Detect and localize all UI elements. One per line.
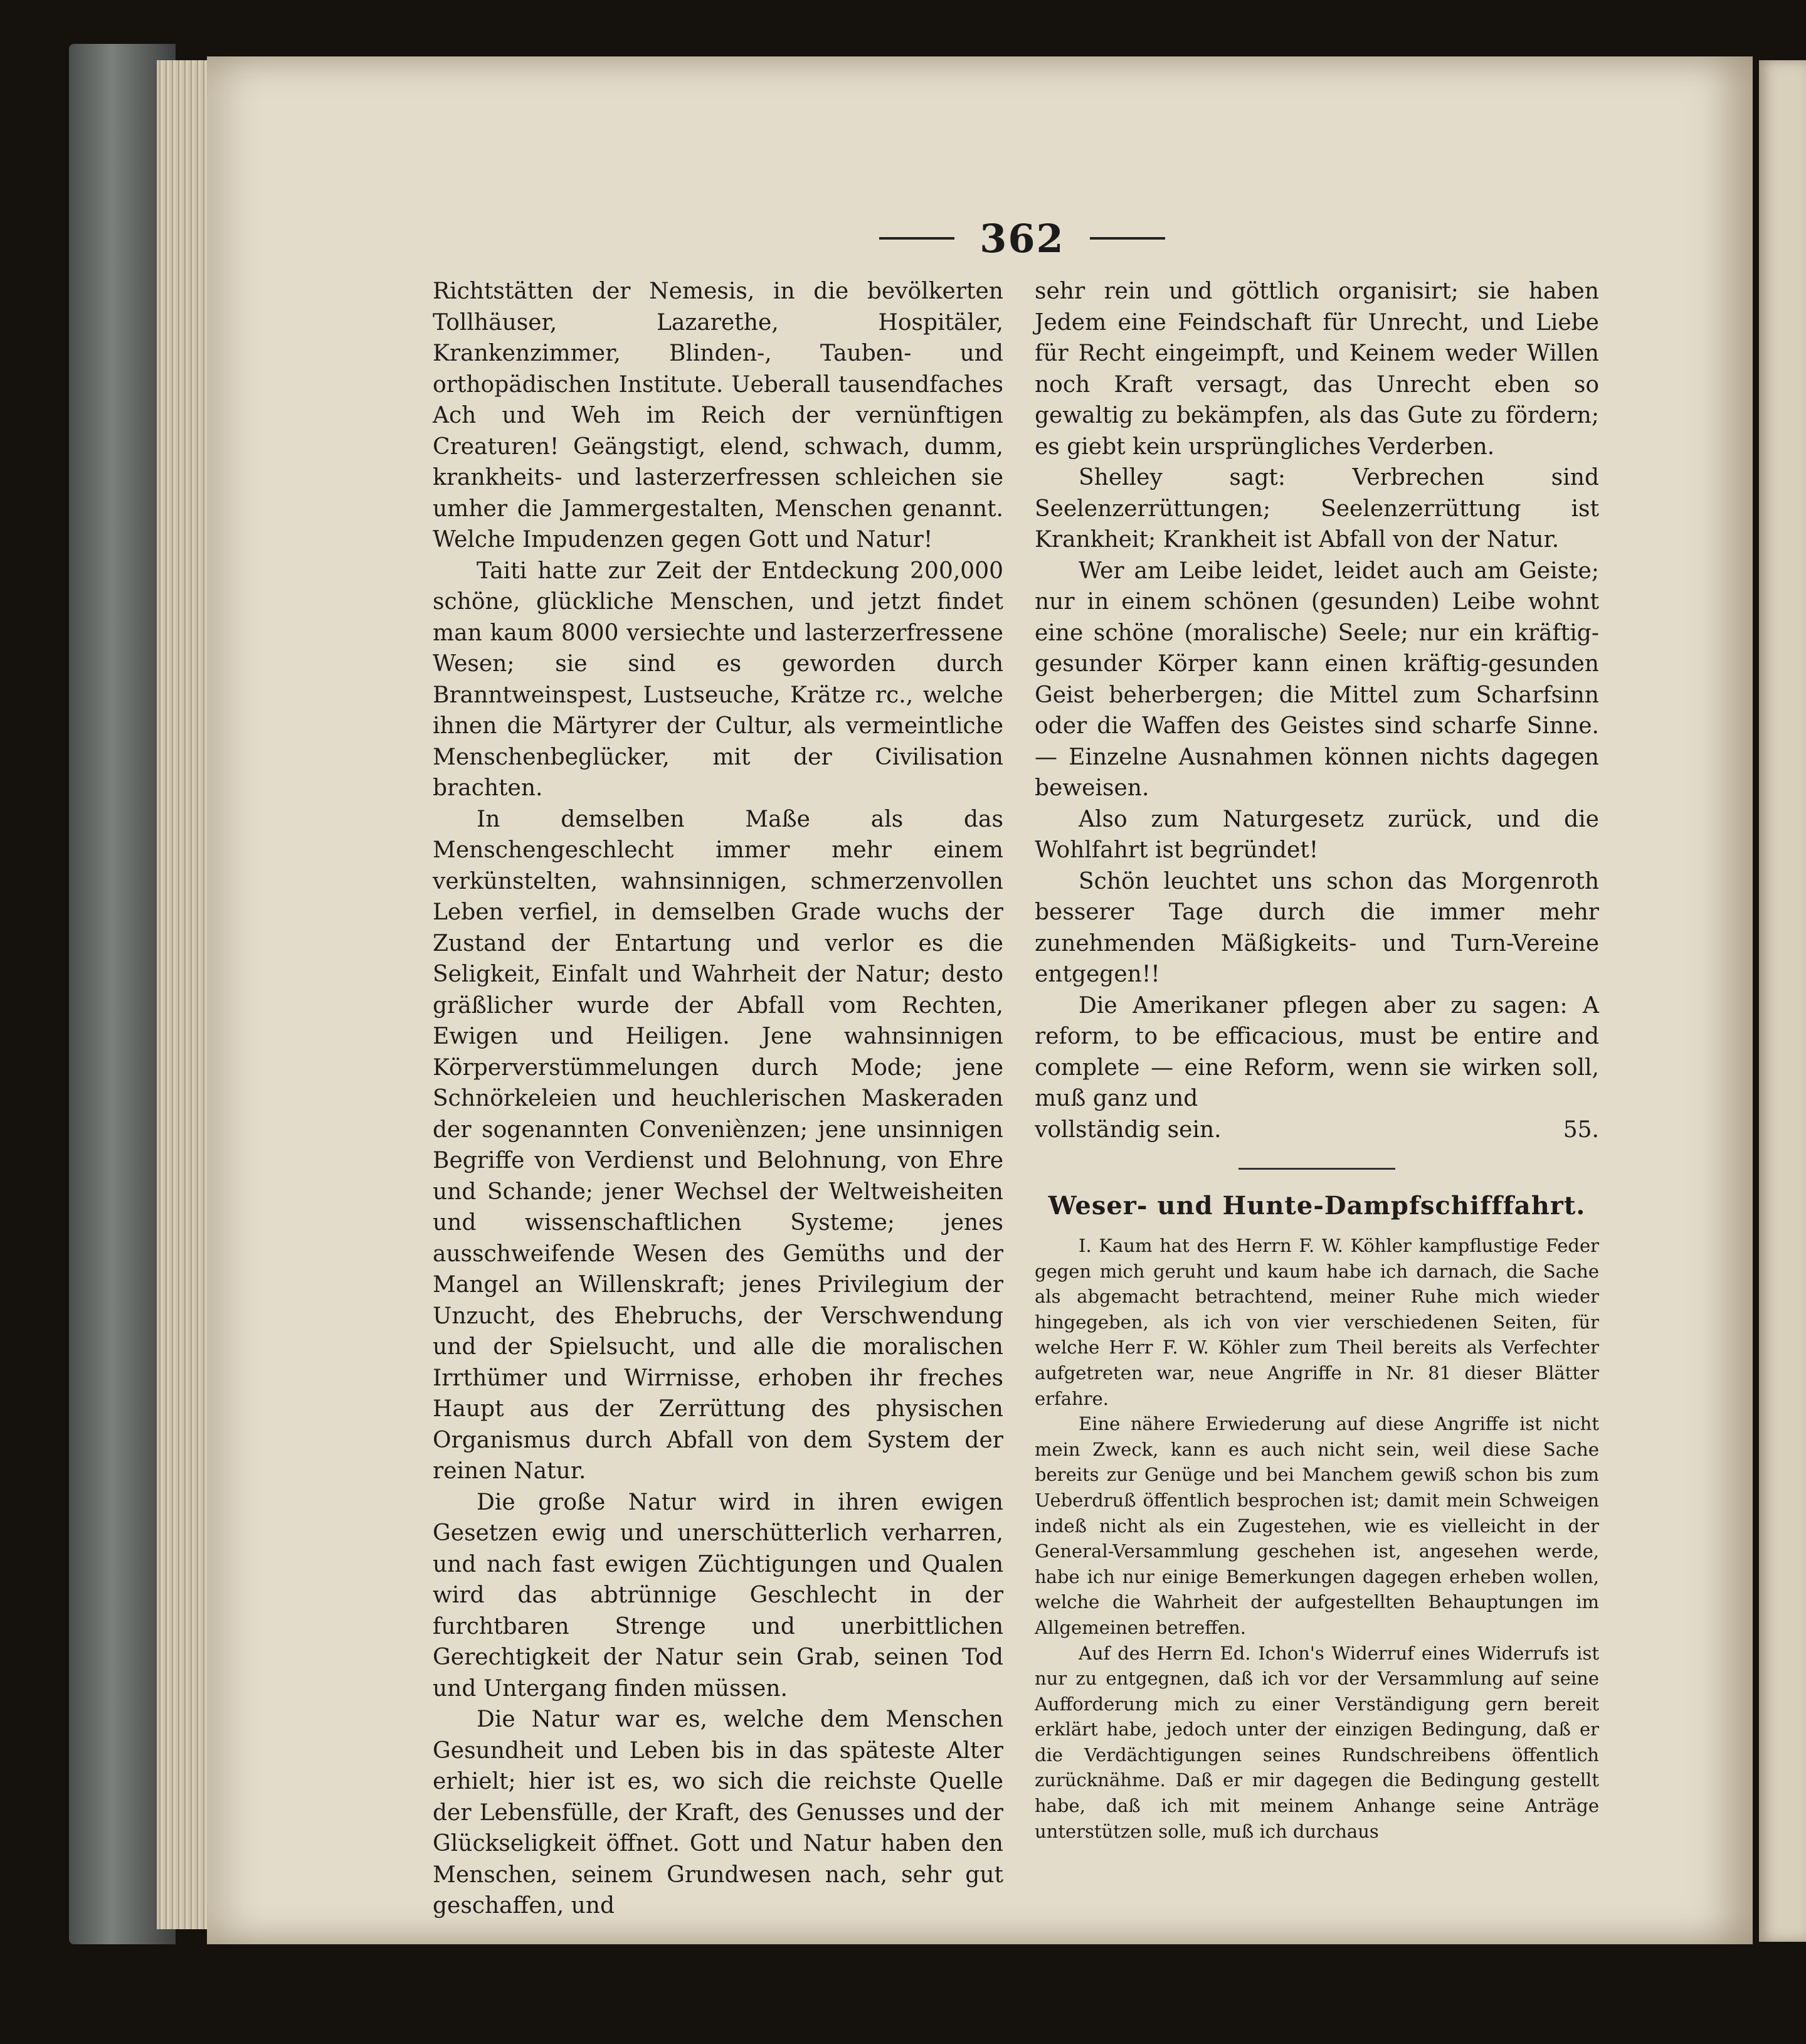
page-number: 362 bbox=[980, 215, 1065, 262]
paragraph: Die große Natur wird in ihren ewigen Gesetzen ewig und unerschütterlich verharren, und nach fast ewigen Züchtigungen und Qualen wird das abtrünnige Geschlecht in der furchtbaren Strenge und unerbittlichen Gerechtigkeit der Natur sein Grab, seinen Tod und Untergang finden müssen. bbox=[433, 1489, 1003, 1702]
paragraph: Die Natur war es, welche dem Menschen Gesundheit und Leben bis in das späteste Alter erhielt; hier ist es, wo sich die reichste Quelle der Lebensfülle, der Kraft, des Genusses und der Glückseligkeit öffnet. Gott und Natur haben den Menschen, seinem Grundwesen nach, sehr gut geschaffen, und bbox=[433, 1707, 1003, 1919]
paragraph: Eine nähere Erwiederung auf diese Angriffe ist nicht mein Zweck, kann es auch nicht sein, weil diese Sache bereits zur Genüge und bei Manchem gewiß schon bis zum Ueberdruß öffentlich besprochen ist; damit mein Schweigen indeß nicht als ein Zugestehen, wie es vielleicht in der General-Versammlung geschehen ist, angesehen werde, habe ich nur einige Bemerkungen dagegen erheben wollen, welche die Wahrheit der aufgestellten Behauptungen im Allgemeinen betreffen. bbox=[1035, 1413, 1599, 1638]
section-divider bbox=[1238, 1168, 1395, 1170]
paragraph: Taiti hatte zur Zeit der Entdeckung 200,000 schöne, glückliche Menschen, und jetzt findet man kaum 8000 versiechte und lasterzerfressene Wesen; sie sind es geworden durch Branntweinspest, Lustseuche, Krätze rc., welche ihnen die Märtyrer der Cultur, als vermeintliche Menschenbeglücker, mit der Civilisation brachten. bbox=[433, 558, 1003, 801]
paragraph: Die Amerikaner pflegen aber zu sagen: A reform, to be efficacious, must be entire and complete — eine Reform, wenn sie wirken soll, muß ganz und bbox=[1035, 992, 1599, 1111]
paragraph: Auf des Herrn Ed. Ichon's Widerruf eines Widerrufs ist nur zu entgegnen, daß ich vor der Versammlung auf seine Aufforderung mich zu einer Verständigung gern bereit erklärt habe, jedoch unter der einzigen Bedingung, daß er die Verdächtigungen seines Rundschreibens öffentlich zurücknähme. Daß er mir dagegen die Bedingung gestellt habe, daß ich mit meinem Anhange seine Anträge unterstützen solle, muß ich durchaus bbox=[1035, 1642, 1599, 1842]
right-column-article-end bbox=[1035, 276, 1599, 1115]
page-header bbox=[865, 213, 1179, 263]
header-rule-right bbox=[1090, 237, 1165, 240]
facing-page-edge bbox=[1759, 60, 1806, 1942]
paragraph: Richtstätten der Nemesis, in die bevölkerten Tollhäuser, Lazarethe, Hospitäler, Krankenzimmer, Blinden-, Tauben- und orthopädischen Institute. Ueberall tausendfaches Ach und Weh im Reich der vernünftigen Creaturen! Geängstigt, elend, schwach, dumm, krankheits- und lasterzerfressen schleichen sie umher die Jammergestalten, Menschen genannt. Welche Impudenzen gegen Gott und Natur! bbox=[433, 278, 1003, 553]
paragraph: Wer am Leibe leidet, leidet auch am Geiste; nur in einem schönen (gesunden) Leibe wohnt eine schöne (moralische) Seele; nur ein kräftig-gesunder Körper kann einen kräftig-gesunden Geist beherbergen; die Mittel zum Scharfsinn oder die Waffen des Geistes sind scharfe Sinne. — Einzelne Ausnahmen können nichts dagegen beweisen. bbox=[1035, 558, 1599, 801]
paragraph: Shelley sagt: Verbrechen sind Seelenzerrüttungen; Seelenzerrüttung ist Krankheit; Krankheit ist Abfall von der Natur. bbox=[1035, 465, 1599, 553]
article-signature: 55. bbox=[1563, 1116, 1599, 1143]
paragraph: Also zum Naturgesetz zurück, und die Wohlfahrt ist begründet! bbox=[1035, 806, 1599, 863]
header-rule-left bbox=[879, 237, 954, 240]
left-text-column bbox=[433, 276, 1003, 1922]
paragraph: sehr rein und göttlich organisirt; sie haben Jedem eine Feindschaft für Unrecht, und Liebe für Recht eingeimpft, und Keinem weder Willen noch Kraft versagt, das Unrecht eben so gewaltig zu bekämpfen, als das Gute zu fördern; es giebt kein ursprüngliches Verderben. bbox=[1035, 278, 1599, 460]
paragraph: I. Kaum hat des Herrn F. W. Köhler kampflustige Feder gegen mich geruht und kaum habe ich darnach, die Sache als abgemacht betrachtend, meiner Ruhe mich wieder hingegeben, als ich von vier verschiedenen Seiten, für welche Herr F. W. Köhler zum Theil bereits als Verfechter aufgetreten war, neue Angriffe in Nr. 81 dieser Blätter erfahre. bbox=[1035, 1235, 1599, 1409]
section-title: Weser- und Hunte-Dampfschifffahrt. bbox=[1048, 1191, 1586, 1221]
paragraph: In demselben Maße als das Menschengeschlecht immer mehr einem verkünstelten, wahnsinnigen, schmerzenvollen Leben verfiel, in demselben Grade wuchs der Zustand der Entartung und verlor es die Seligkeit, Einfalt und Wahrheit der Natur; desto gräßlicher wurde der Abfall vom Rechten, Ewigen und Heiligen. Jene wahnsinnigen Körperverstümmelungen durch Mode; jene Schnörkeleien und heuchlerischen Maskeraden der sogenannten Conveniènzen; jene unsinnigen Begriffe von Verdienst und Belohnung, von Ehre und Schande; jener Wechsel der Weltweisheiten und wissenschaftlichen Systeme; jenes ausschweifende Wesen des Gemüths und der Mangel an Willenskraft; jenes Privilegium der Unzucht, des Ehebruchs, der Verschwendung und der Spielsucht, und alle die moralischen Irrthümer und Wirrnisse, erhoben ihr freches Haupt aus der Zerrüttung des physischen Organismus durch Abfall von dem System der reinen Natur. bbox=[433, 806, 1003, 1484]
right-text-column bbox=[1035, 276, 1599, 1844]
article-closing-line bbox=[1035, 1115, 1599, 1146]
paragraph: Schön leuchtet uns schon das Morgenroth besserer Tage durch die immer mehr zunehmenden Mäßigkeits- und Turn-Vereine entgegen!! bbox=[1035, 868, 1599, 987]
closing-text: vollständig sein. bbox=[1035, 1116, 1222, 1143]
right-column-new-article bbox=[1035, 1233, 1599, 1844]
